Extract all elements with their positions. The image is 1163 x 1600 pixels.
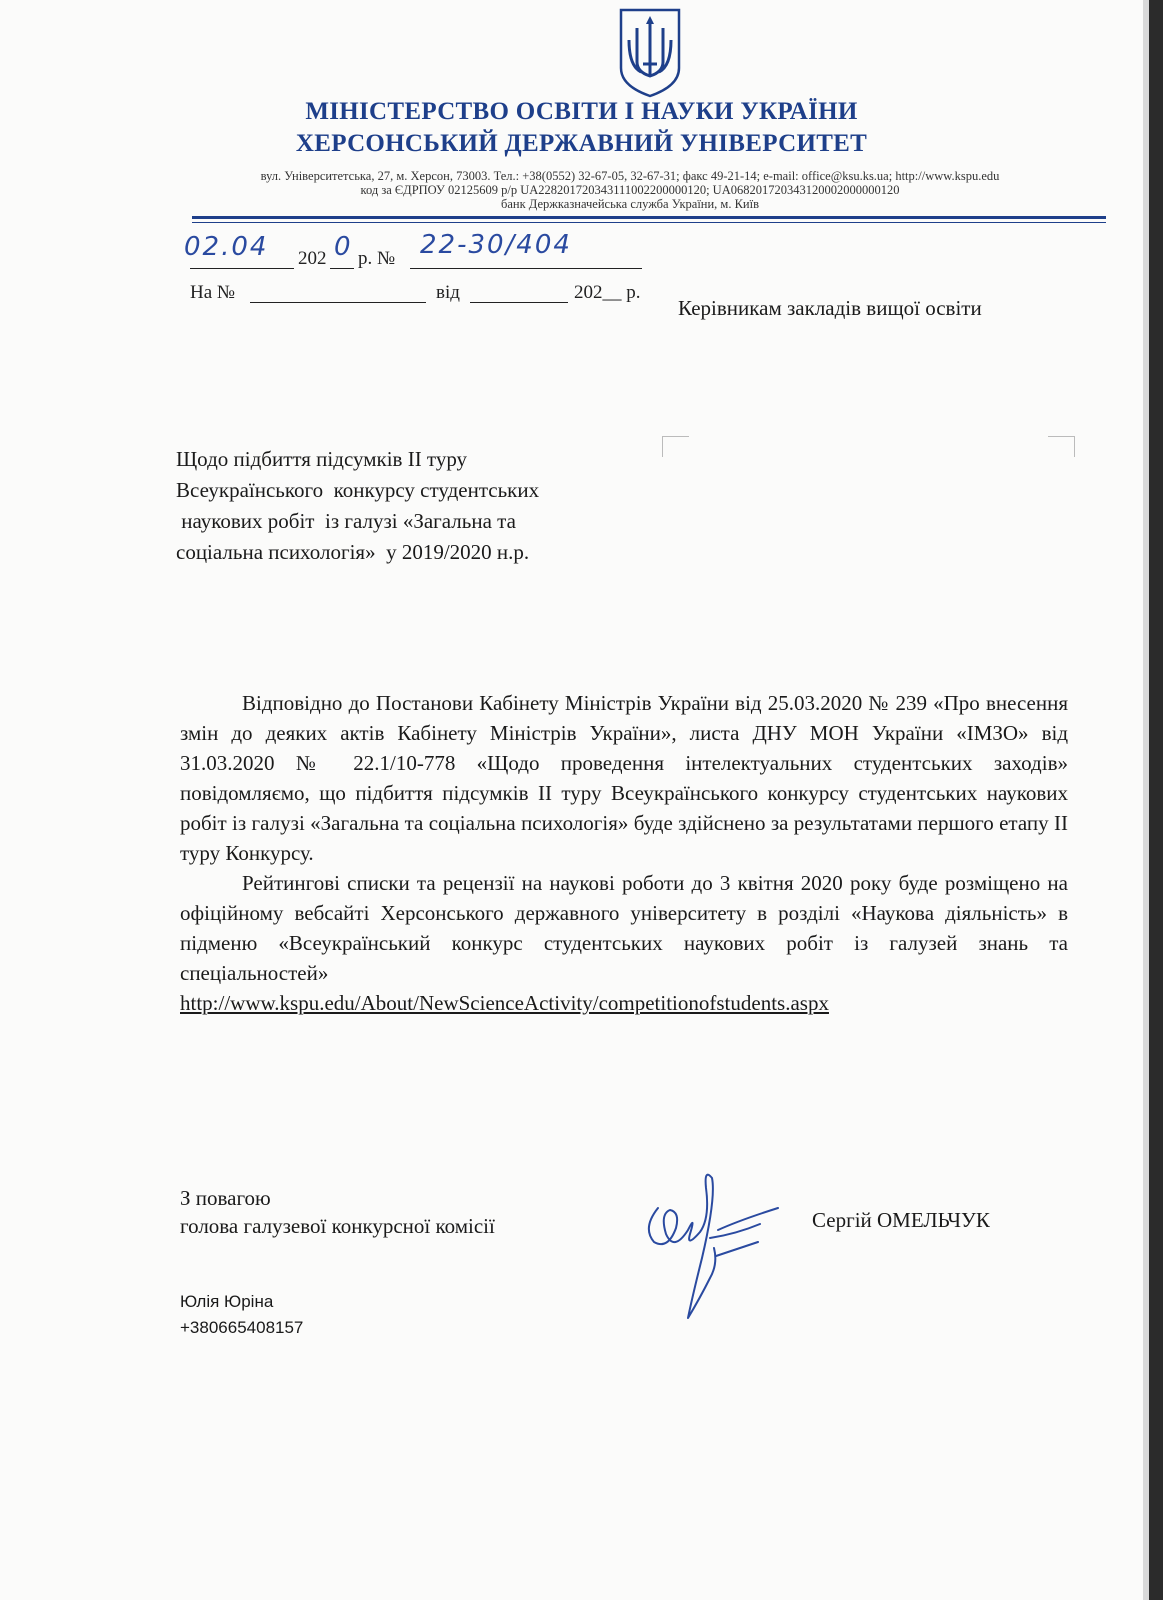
subject-line-2: Всеукраїнського конкурсу студентських: [176, 478, 540, 502]
recipient: Керівникам закладів вищої освіти: [678, 296, 982, 320]
university-title: ХЕРСОНСЬКИЙ ДЕРЖАВНИЙ УНІВЕРСИТЕТ: [295, 130, 868, 157]
year-label: 202: [298, 248, 327, 269]
coat-of-arms-icon: [617, 6, 683, 98]
signer-name: Сергій ОМЕЛЬЧУК: [812, 1208, 990, 1232]
header-rule-thin: [192, 222, 1106, 223]
ministry-title: МІНІСТЕРСТВО ОСВІТИ І НАУКИ УКРАЇНИ: [305, 98, 858, 125]
subject-line-1: Щодо підбиття підсумків ІІ туру: [176, 447, 468, 471]
contact-phone: +380665408157: [180, 1318, 304, 1337]
reply-year-label: 202__ р.: [574, 282, 641, 303]
reply-number-underline: [250, 302, 426, 303]
header-rule-thick: [192, 216, 1106, 219]
signer-position: голова галузевої конкурсної комісії: [180, 1214, 495, 1238]
corner-mark-right: [1048, 436, 1075, 457]
handwritten-year: 0: [334, 232, 351, 262]
body-paragraph-1: Відповідно до Постанови Кабінету Міністрів України від 25.03.2020 № 239 «Про внесення змін до деяких актів Кабінету Міністрів України», листа ДНУ МОН України «ІМЗО» від 31.03.2020 № 22.1/10-778 «Щодо проведення інтелектуальних студентських заходів» повідомляємо, що підбиття підсумків ІІ туру Всеукраїнського конкурсу студентських наукових робіт із галузі «Загальна та соціальна психологія» буде здійснено за результатами першого етапу ІІ туру Конкурсу.: [180, 691, 1068, 865]
regards: З повагою: [180, 1186, 271, 1210]
results-link[interactable]: http://www.kspu.edu/About/NewScienceActivity/competitionofstudents.aspx: [180, 991, 829, 1015]
contact-name: Юлія Юріна: [180, 1292, 274, 1311]
reply-date-underline: [470, 302, 568, 303]
handwritten-signature-icon: [640, 1168, 800, 1338]
number-underline: [410, 268, 642, 269]
subject-block: [176, 444, 539, 568]
bank-name-line: банк Держказначейська служба України, м. Київ: [500, 197, 759, 211]
subject-line-3: наукових робіт із галузі «Загальна та: [176, 509, 516, 533]
reply-from-label: від: [436, 282, 460, 303]
handwritten-number: 22-30/404: [420, 230, 572, 260]
letter-body: [180, 688, 1068, 1018]
body-paragraph-2-text: Рейтингові списки та рецензії на наукові роботи до 3 квітня 2020 року буде розміщено на офіційному вебсайті Херсонського державного університету в розділі «Наукова діяльність» в підменю «Всеукраїнський конкурс студентських наукових робіт із галузей знань та спеціальностей»: [180, 871, 1068, 985]
date-underline: [190, 268, 294, 269]
handwritten-date: 02.04: [184, 232, 269, 262]
reply-label: На №: [190, 282, 236, 303]
body-paragraph-2: [180, 868, 1068, 988]
year-underline: [330, 268, 354, 269]
address-line-1: вул. Університетська, 27, м. Херсон, 73003. Тел.: +38(0552) 32-67-05, 32-67-31; факс 49-21-14; e-mail: office@ksu.ks.ua; http://www.kspu.edu: [260, 169, 1000, 183]
bank-account-line: код за ЄДРПОУ 02125609 р/р UA228201720343111002200000120; UA068201720343120002000000120: [360, 183, 900, 197]
corner-mark-left: [662, 436, 689, 457]
number-label: р. №: [358, 248, 396, 269]
subject-line-4: соціальна психологія» у 2019/2020 н.р.: [176, 540, 530, 564]
scan-edge-dark: [1149, 0, 1163, 1600]
